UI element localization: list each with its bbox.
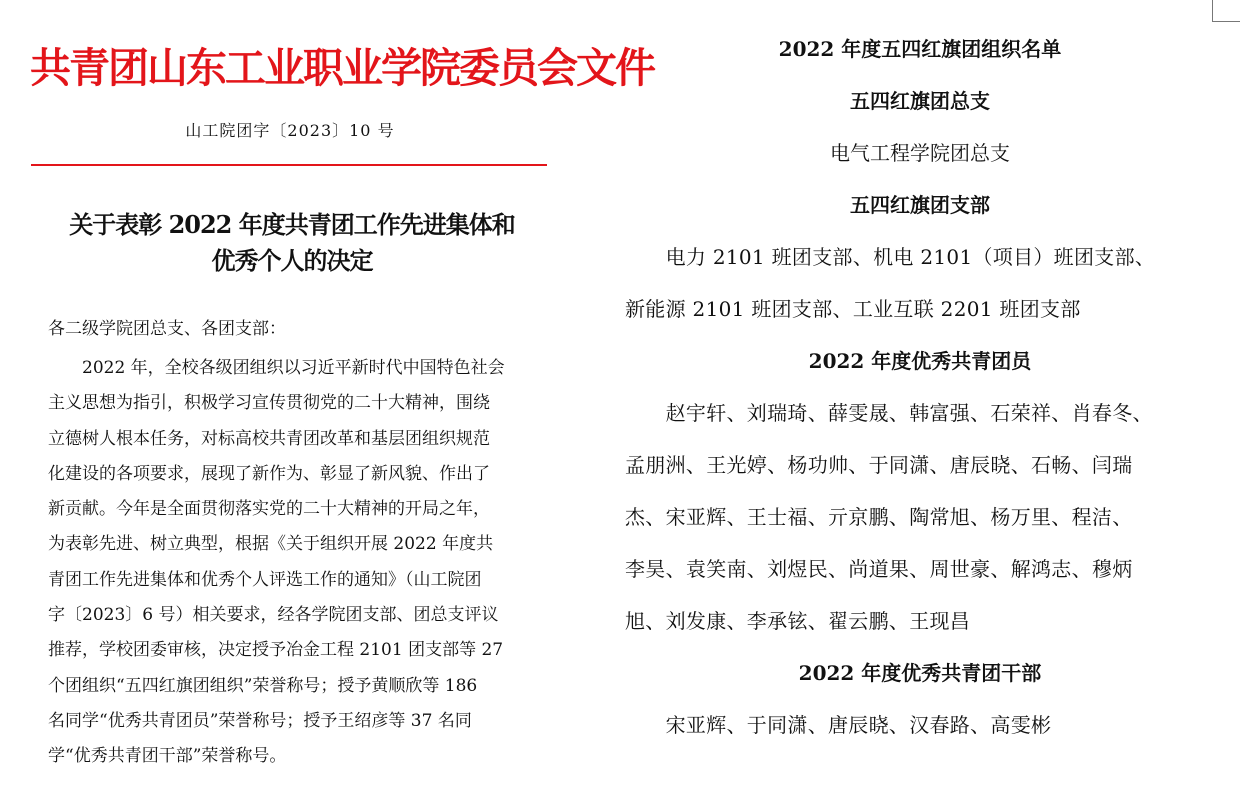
document-number: 山工院团字〔2023〕10 号 [185, 121, 395, 140]
body-line-7: 青团工作先进集体和优秀个人评选工作的通知》（山工院团 [48, 569, 482, 590]
salutation-line: 各二级学院团总支、各团支部： [48, 319, 286, 339]
body-line-11: 名同学“优秀共青团员”荣誉称号；授予王绍彦等 37 名同 [48, 710, 472, 731]
body-line-10: 个团组织“五四红旗团组织”荣誉称号；授予黄顺欣等 186 [48, 675, 478, 696]
red-header-divider [31, 164, 547, 166]
honor-list-title: 2022 年度五四红旗团组织名单 [778, 37, 1062, 61]
member-list-line-4: 李昊、袁笑南、刘煜民、尚道果、周世豪、解鸿志、穆炳 [625, 557, 1133, 581]
member-heading: 2022 年度优秀共青团员 [808, 349, 1032, 373]
decision-title [32, 207, 552, 279]
body-line-4: 化建设的各项要求，展现了新作为、彰显了新风貌、作出了 [48, 463, 490, 484]
branch-heading: 五四红旗团支部 [850, 193, 990, 217]
branch-list-line-2: 新能源 2101 班团支部、工业互联 2201 班团支部 [625, 297, 1081, 321]
decision-title-line-2: 优秀个人的决定 [211, 246, 373, 275]
right-document-page [600, 0, 1240, 785]
body-line-5: 新贡献。今年是全面贯彻落实党的二十大精神的开局之年， [48, 499, 490, 520]
body-line-2: 主义思想为指引，积极学习宣传贯彻党的二十大精神，围绕 [48, 393, 490, 414]
cadre-list-line: 宋亚辉、于同潇、唐辰晓、汉春路、高雯彬 [625, 713, 1052, 737]
cadre-heading: 2022 年度优秀共青团干部 [798, 661, 1042, 685]
general-branch-name: 电气工程学院团总支 [830, 141, 1010, 165]
body-line-1: 2022 年，全校各级团组织以习近平新时代中国特色社会 [48, 358, 505, 378]
body-line-6: 为表彰先进、树立典型，根据《关于组织开展 2022 年度共 [48, 534, 494, 555]
document-header-title: 共青团山东工业职业学院委员会文件 [30, 44, 654, 92]
branch-list-line-1: 电力 2101 班团支部、机电 2101（项目）班团支部、 [625, 245, 1156, 269]
decision-body-paragraph [48, 351, 568, 775]
body-line-9: 推荐，学校团委审核，决定授予冶金工程 2101 团支部等 27 [48, 640, 504, 661]
general-branch-heading: 五四红旗团总支 [850, 89, 990, 113]
member-list-line-2: 孟朋洲、王光婷、杨功帅、于同潇、唐辰晓、石畅、闫瑞 [625, 453, 1133, 477]
page-corner-mark [1212, 0, 1240, 22]
member-list-line-3: 杰、宋亚辉、王士福、亓京鹏、陶常旭、杨万里、程洁、 [625, 505, 1133, 529]
body-line-12: 学“优秀共青团干部”荣誉称号。 [48, 746, 287, 767]
member-list-line-1: 赵宇轩、刘瑞琦、薛雯晟、韩富强、石荣祥、肖春冬、 [625, 401, 1153, 425]
body-line-3: 立德树人根本任务，对标高校共青团改革和基层团组织规范 [48, 428, 490, 449]
body-line-8: 字〔2023〕6 号）相关要求，经各学院团支部、团总支评议 [48, 605, 499, 626]
decision-title-line-1: 关于表彰 2022 年度共青团工作先进集体和 [69, 210, 515, 239]
member-list-line-5: 旭、刘发康、李承铉、翟云鹏、王现昌 [625, 609, 971, 633]
